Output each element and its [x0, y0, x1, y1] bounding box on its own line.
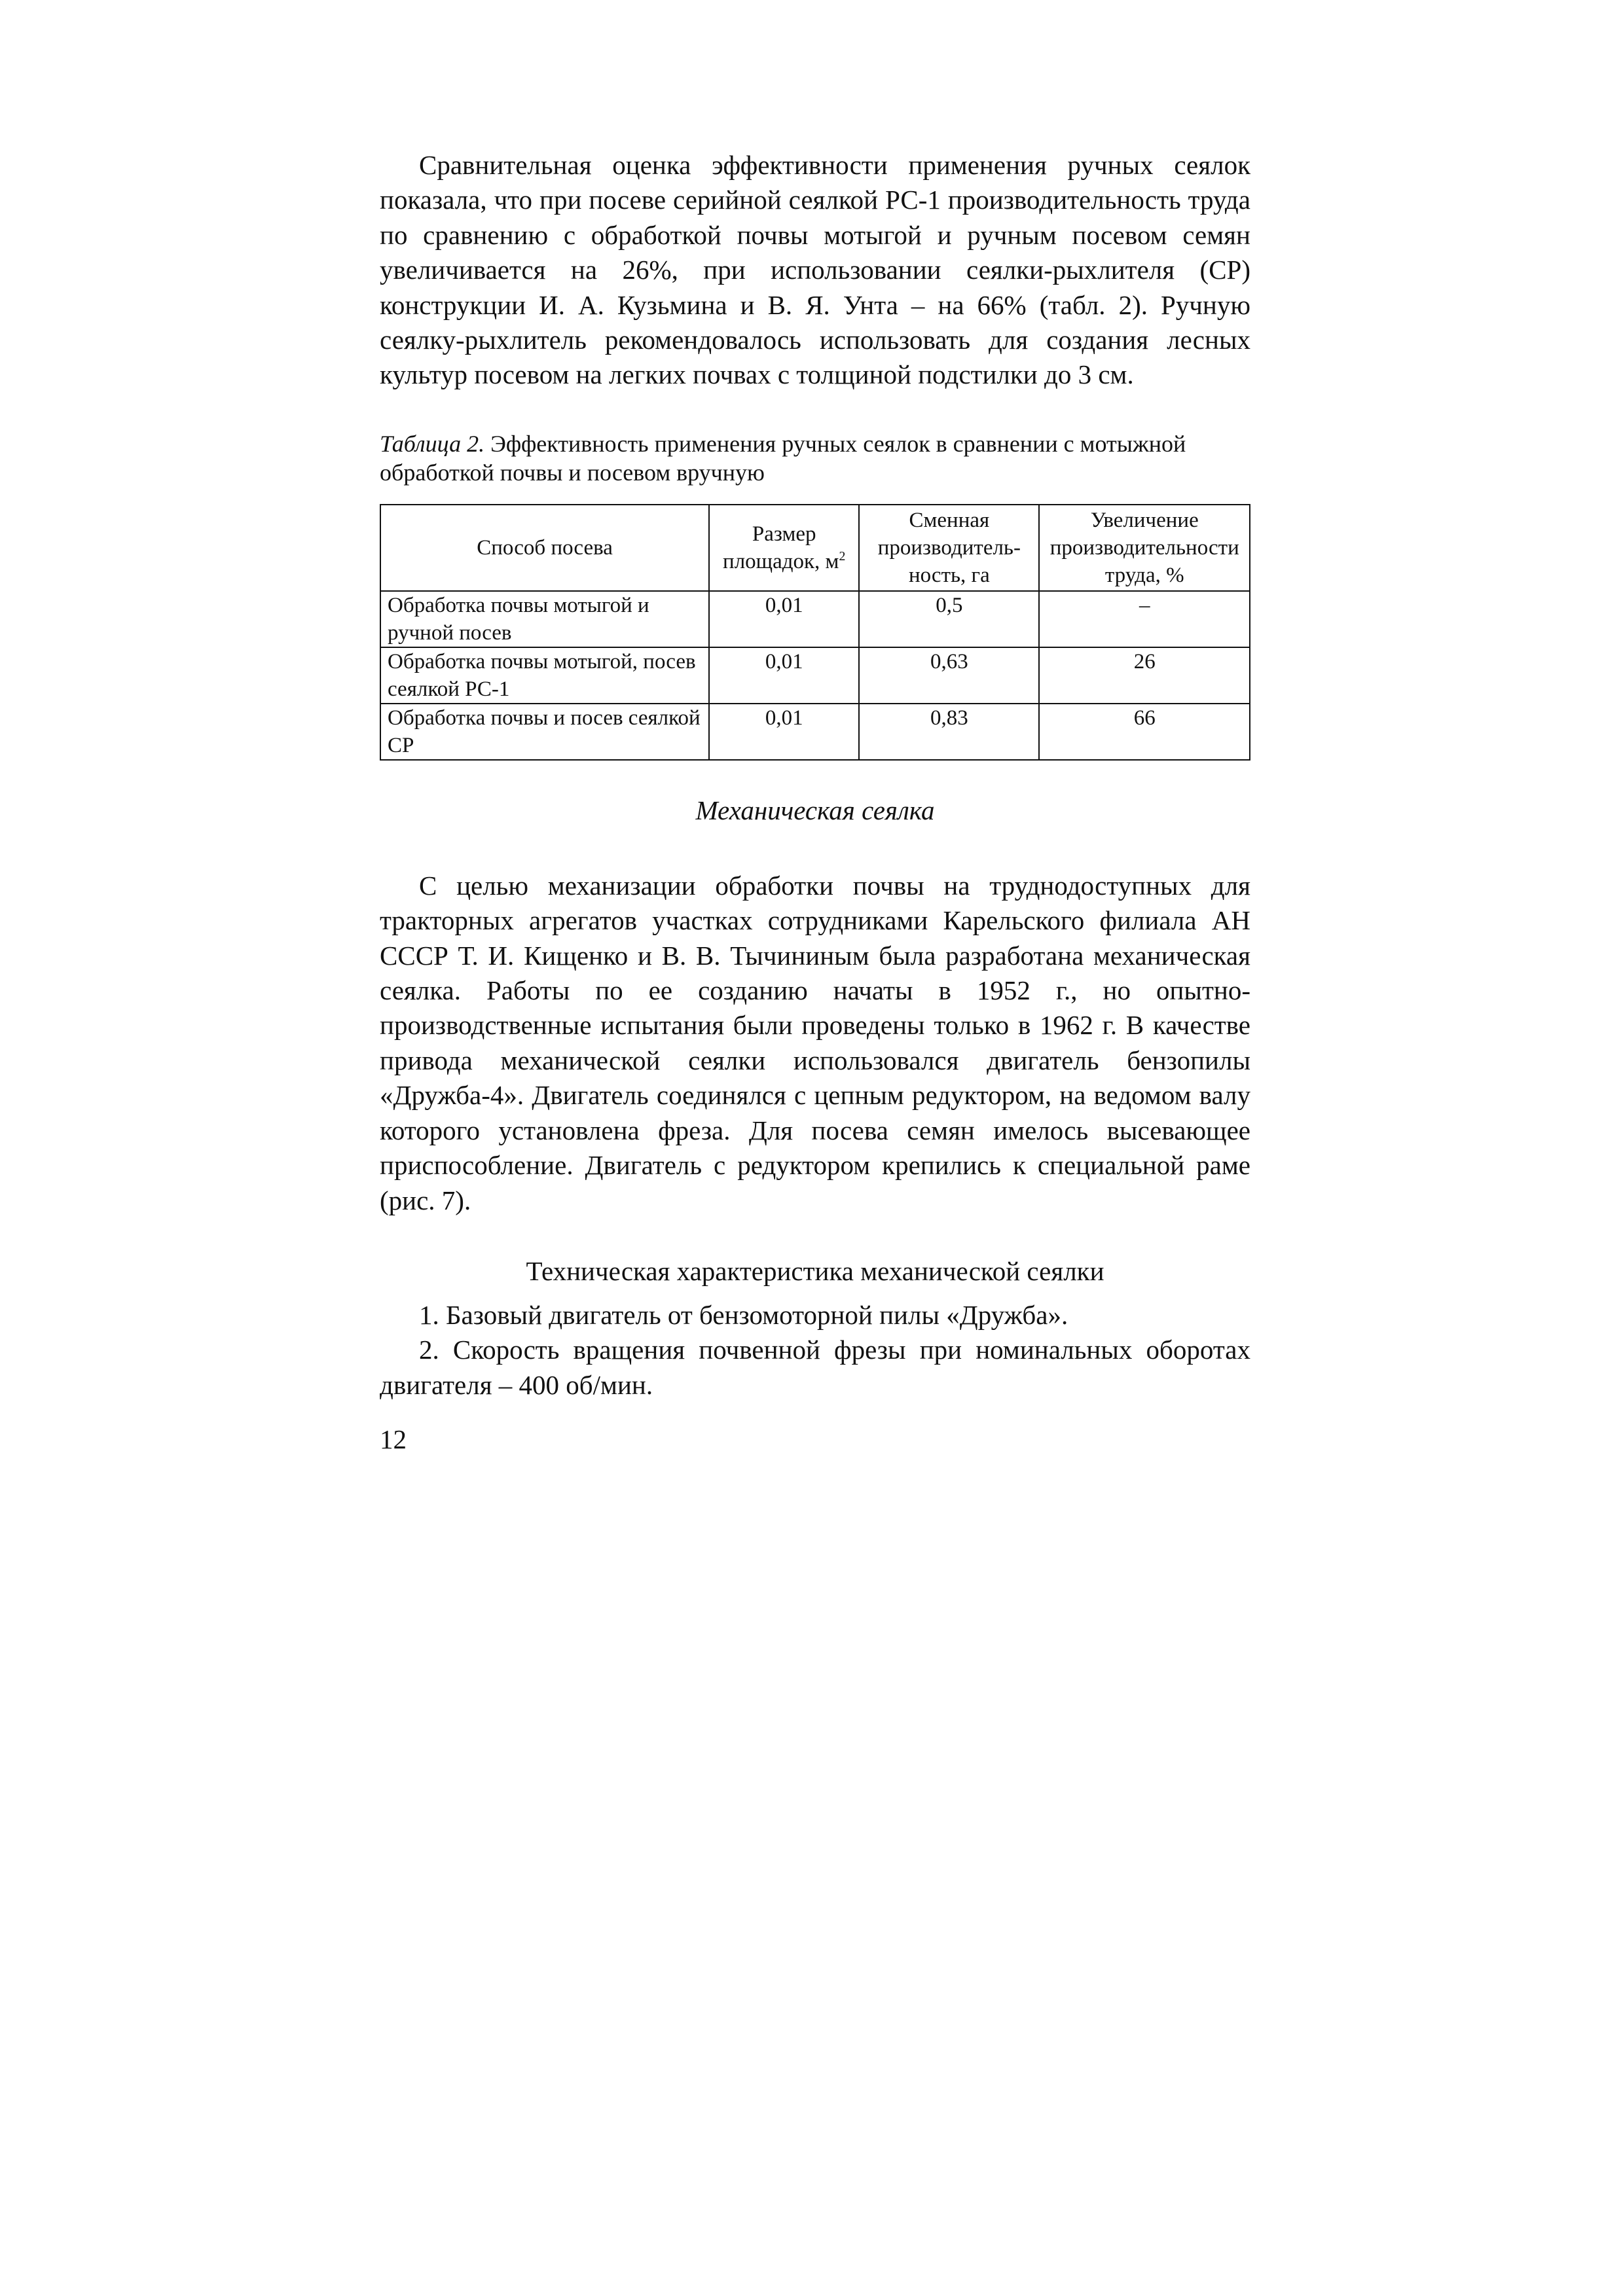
- table-row: [380, 591, 1250, 647]
- spec-item: 1. Базовый двигатель от бензомоторной пилы «Дружба».: [419, 1299, 1068, 1330]
- table-row: [380, 647, 1250, 704]
- table-caption-text: Эффективность применения ручных сеялок в сравнении с мотыжной обработкой почвы и посевом вручную: [380, 430, 1186, 486]
- cell-area: 0,01: [709, 647, 859, 704]
- header-increase: Увеличение производительности труда, %: [1039, 505, 1250, 591]
- cell-method: Обработка почвы мотыгой и ручной посев: [380, 591, 709, 647]
- header-method: Способ посева: [380, 505, 709, 591]
- cell-method: Обработка почвы мотыгой, посев сеялкой РС-1: [380, 647, 709, 704]
- page-number: 12: [380, 1424, 407, 1455]
- paragraph-mechanical-seeder: С целью механизации обработки почвы на труднодоступных для тракторных агрегатов участках сотрудниками Карельского филиала АН СССР Т. И. Кищенко и В. В. Тычининым была разработана механическая сеялка. Работы по ее созданию начаты в 1952 г., но опытно-производственные испытания были проведены только в 1962 г. В качестве привода механической сеялки использовался двигатель бензопилы «Дружба-4». Двигатель соединялся с цепным редуктором, на ведомом валу которого установлена фреза. Для посева семян имелось высевающее приспособление. Двигатель с редуктором крепились к специальной раме (рис. 7).: [380, 870, 1250, 1215]
- page-content: [380, 148, 1250, 1457]
- table-row: [380, 704, 1250, 760]
- header-area: [709, 505, 859, 591]
- spec-title: Техническая характеристика механической сеялки: [526, 1255, 1104, 1286]
- cell-productivity: 0,83: [859, 704, 1039, 760]
- header-area-sup: 2: [839, 548, 846, 564]
- header-area-text: Размер площадок, м: [723, 522, 839, 573]
- cell-increase: 66: [1039, 704, 1250, 760]
- cell-increase: –: [1039, 591, 1250, 647]
- cell-area: 0,01: [709, 591, 859, 647]
- table-caption: [380, 429, 1250, 487]
- section-title: Механическая сеялка: [695, 795, 935, 825]
- table-header-row: [380, 505, 1250, 591]
- efficiency-table: [380, 504, 1250, 761]
- paragraph-intro: Сравнительная оценка эффективности применения ручных сеялок показала, что при посеве серийной сеялкой РС-1 производительность труда по сравнению с обработкой почвы мотыгой и ручным посевом семян увеличивается на 26%, при использовании сеялки-рыхлителя (СР) конструкции И. А. Кузьмина и В. Я. Унта – на 66% (табл. 2). Ручную сеялку-рыхлитель рекомендовалось использовать для создания лесных культур посевом на легких почвах с толщиной подстилки до 3 см.: [380, 150, 1250, 390]
- cell-method: Обработка почвы и посев сеялкой СР: [380, 704, 709, 760]
- header-productivity: Сменная производительность, га: [859, 505, 1039, 591]
- cell-area: 0,01: [709, 704, 859, 760]
- spec-item: 2. Скорость вращения почвенной фрезы при номинальных оборотах двигателя – 400 об/мин.: [380, 1335, 1250, 1400]
- cell-productivity: 0,63: [859, 647, 1039, 704]
- table-caption-label: Таблица 2.: [380, 430, 485, 457]
- cell-increase: 26: [1039, 647, 1250, 704]
- cell-productivity: 0,5: [859, 591, 1039, 647]
